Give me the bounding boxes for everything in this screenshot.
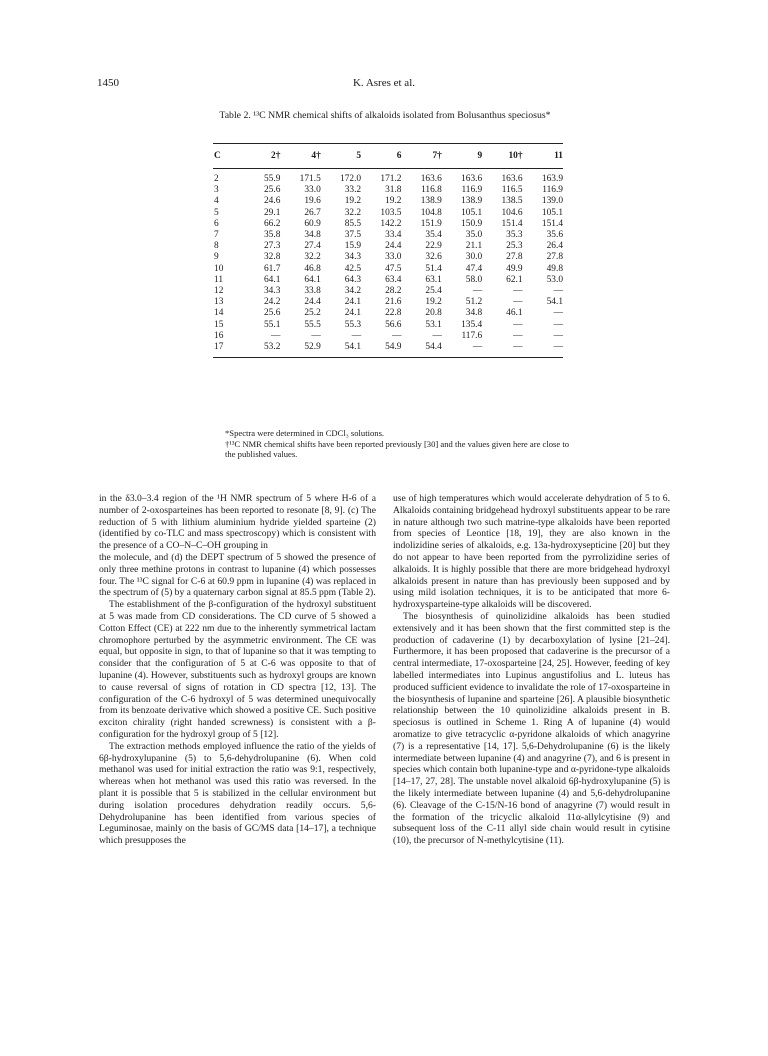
column-header: 5 bbox=[356, 151, 362, 161]
table-cell: 138.9 bbox=[461, 196, 483, 207]
table-cell: 117.6 bbox=[461, 330, 483, 341]
table-row bbox=[213, 208, 563, 219]
table-cell: 25.4 bbox=[425, 286, 442, 297]
table-cell: 35.0 bbox=[465, 230, 483, 241]
table-cell: 33.0 bbox=[304, 185, 321, 196]
table-cell: 55.5 bbox=[304, 319, 321, 330]
table-row bbox=[213, 196, 563, 207]
table-cell: 151.4 bbox=[541, 218, 563, 229]
table-row bbox=[213, 241, 563, 252]
table-cell: 35.8 bbox=[263, 230, 281, 241]
table-cell: 22.8 bbox=[385, 308, 402, 319]
table-cell: 64.3 bbox=[344, 274, 362, 285]
table-cell: 163.9 bbox=[541, 174, 563, 184]
table-cell: — bbox=[271, 330, 281, 341]
table-cell: 33.8 bbox=[304, 286, 321, 297]
paragraph: use of high temperatures which would accelerate dehydration of 5 to 6. Alkaloids containing bridgehead hydroxyl substituents appear to be rare in nature although two such matrine-type alkaloids have been reported from species of Leontice [18, 19], they are also known in the indolizidine series of alkaloids, e.g. 13a-hydroxysepticine [20] but they do not appear to have been reported from the pyrrolizidine series of alkaloids. It is highly possible that there are more bridgehead hydroxyl alkaloids present in nature than has previously been supposed and by using mild isolation techniques, it is to be anticipated that more 6-hydroxysparteine-type alkaloids will be discovered. bbox=[393, 493, 670, 611]
table-cell: 116.9 bbox=[542, 185, 563, 196]
right-column bbox=[393, 493, 670, 847]
table-cell: 47.4 bbox=[465, 263, 483, 274]
table-cell: 60.9 bbox=[304, 218, 321, 229]
table-cell: 171.5 bbox=[299, 174, 321, 184]
table-cell: 30.0 bbox=[465, 252, 483, 263]
table-cell: 61.7 bbox=[263, 263, 281, 274]
paragraph: in the δ3.0–3.4 region of the ¹H NMR spectrum of 5 where H-6 of a number of 2-oxosparteines has been reported to resonate [8, 9]. (c) The reduction of 5 with lithium aluminium hydride yielded sparteine (2) (identified by co-TLC and mass spectroscopy) which is consistent with the presence of a CO–N–C–OH grouping in bbox=[99, 493, 376, 552]
table-cell: 54.9 bbox=[385, 342, 402, 353]
table-row bbox=[213, 252, 563, 263]
column-header: C bbox=[214, 151, 221, 161]
table-cell: 171.2 bbox=[380, 174, 402, 184]
table-cell: 54.1 bbox=[344, 342, 362, 353]
table-row bbox=[213, 320, 563, 331]
table-cell: 25.3 bbox=[506, 241, 523, 252]
table-header-row bbox=[213, 144, 563, 169]
table-cell: — bbox=[392, 330, 402, 341]
table-cell: 27.4 bbox=[304, 241, 321, 252]
table-cell: — bbox=[311, 330, 321, 341]
table-cell: — bbox=[553, 308, 563, 319]
table-cell: 55.1 bbox=[263, 319, 281, 330]
table-cell: 21.1 bbox=[465, 241, 483, 252]
table-cell: — bbox=[553, 330, 563, 341]
table-cell: — bbox=[553, 342, 563, 353]
table-cell: 34.3 bbox=[263, 286, 281, 297]
table-row bbox=[213, 297, 563, 308]
column-header: 9 bbox=[477, 151, 483, 161]
table-cell: 32.2 bbox=[344, 207, 362, 218]
table-cell: 116.5 bbox=[501, 185, 523, 196]
table-cell: 34.8 bbox=[304, 230, 321, 241]
table-cell: 2 bbox=[214, 174, 219, 184]
table-cell: 163.6 bbox=[501, 174, 523, 184]
left-column bbox=[99, 493, 376, 847]
table-cell: 105.1 bbox=[461, 207, 483, 218]
table-cell: 7 bbox=[214, 230, 219, 241]
table-cell: 53.2 bbox=[263, 342, 281, 353]
table-cell: 55.9 bbox=[263, 174, 281, 184]
running-author: K. Asres et al. bbox=[352, 77, 415, 89]
table-row bbox=[213, 264, 563, 275]
table-cell: 16 bbox=[214, 330, 224, 341]
table-cell: 26.7 bbox=[304, 207, 321, 218]
table-cell: 163.6 bbox=[461, 174, 483, 184]
table-cell: 63.1 bbox=[425, 274, 442, 285]
table-cell: 28.2 bbox=[385, 286, 402, 297]
table-cell: 31.8 bbox=[385, 185, 402, 196]
paragraph: The establishment of the β-configuration of the hydroxyl substituent at 5 was made from CD considerations. The CD curve of 5 showed a Cotton Effect (CE) at 222 nm due to the inherently symmetrical lactam chromophore perturbed by the asymmetric environment. The CE was equal, but opposite in sign, to that of lupanine so that it was tempting to consider that the configuration of 5 at C-6 was opposite to that of lupanine (4). However, substituents such as hydroxyl groups are known to cause reversal of signs of rotation in CD spectra [12, 13]. The configuration of the C-6 hydroxyl of 5 was determined unequivocally from its benzoate derivative which showed a positive CE. Such positive exciton chirality (right handed screwness) is consistent with a β-configuration for the hydroxyl group of 5 [12]. bbox=[99, 599, 376, 740]
table-cell: — bbox=[513, 319, 523, 330]
table-cell: 139.0 bbox=[541, 196, 563, 207]
table-cell: 25.2 bbox=[304, 308, 321, 319]
column-header: 4† bbox=[311, 151, 321, 161]
table-cell: 46.1 bbox=[506, 308, 523, 319]
column-header: 7† bbox=[432, 151, 442, 161]
table-row bbox=[213, 331, 563, 342]
table-row bbox=[213, 275, 563, 286]
table-cell: 33.4 bbox=[385, 230, 402, 241]
table-cell: 151.4 bbox=[501, 218, 523, 229]
table-cell: 29.1 bbox=[263, 207, 281, 218]
paragraph: The biosynthesis of quinolizidine alkaloids has been studied extensively and it has been shown that the first committed step is the production of cadaverine (1) by decarboxylation of lysine [21–24]. Furthermore, it has been proposed that cadaverine is the precursor of a central intermediate, 17-oxosparteine [24, 25]. However, feeding of key labelled intermediates into Lupinus angustifolius and L. luteus has produced sufficient evidence to invalidate the role of 17-oxosparteine in the biosynthesis of lupanine and sparteine [26]. A plausible biosynthetic relationship between the 10 quinolizidine alkaloids present in B. speciosus is outlined in Scheme 1. Ring A of lupanine (4) would aromatize to give tetracyclic α-pyridone alkaloids of which anagyrine (7) is a representative [14, 17]. 5,6-Dehydrolupanine (6) is the likely intermediate between lupanine (4) and anagyrine (7), and 6 is present in species which contain both lupanine-type and α-pyridone-type alkaloids [14–17, 27, 28]. The unstable novel alkaloid 6β-hydroxylupanine (5) is the likely intermediate between lupanine (4) and 5,6-dehydrolupanine (6). Cleavage of the C-15/N-16 bond of anagyrine (7) would result in the formation of the tricyclic alkaloid 11α-allylcytisine (9) and subsequent loss of the C-11 allyl side chain would result in cytisine (10), the precursor of N-methylcytisine (11). bbox=[393, 610, 670, 847]
table-cell: 19.2 bbox=[344, 196, 362, 207]
table-cell: 105.1 bbox=[541, 207, 563, 218]
table-cell: 54.1 bbox=[546, 297, 563, 308]
table-cell: 15.9 bbox=[344, 241, 362, 252]
table-cell: 138.5 bbox=[501, 196, 523, 207]
table-cell: 19.2 bbox=[385, 196, 402, 207]
table-cell: — bbox=[513, 330, 523, 341]
table-cell: 9 bbox=[214, 252, 219, 263]
page-number: 1450 bbox=[97, 77, 119, 89]
table-row bbox=[213, 185, 563, 196]
table-cell: 58.0 bbox=[465, 274, 483, 285]
table-cell: 22.9 bbox=[425, 241, 442, 252]
table-cell: 27.3 bbox=[263, 241, 281, 252]
table-cell: 32.8 bbox=[263, 252, 281, 263]
table-cell: 42.5 bbox=[344, 263, 362, 274]
table-cell: 24.1 bbox=[344, 297, 362, 308]
table-cell: 19.6 bbox=[304, 196, 321, 207]
table-cell: 27.8 bbox=[506, 252, 523, 263]
table-cell: 53.1 bbox=[425, 319, 442, 330]
table-caption: Table 2. ¹³C NMR chemical shifts of alkaloids isolated from Bolusanthus speciosus* bbox=[219, 110, 551, 121]
table-cell: 66.2 bbox=[263, 218, 281, 229]
table-cell: — bbox=[553, 319, 563, 330]
table-cell: 35.4 bbox=[425, 230, 442, 241]
table-cell: 33.0 bbox=[385, 252, 402, 263]
table-cell: 116.9 bbox=[461, 185, 483, 196]
table-cell: 25.6 bbox=[263, 185, 281, 196]
table-cell: 64.1 bbox=[263, 274, 281, 285]
table-cell: 32.2 bbox=[304, 252, 321, 263]
table-cell: 62.1 bbox=[506, 274, 523, 285]
table-cell: 11 bbox=[214, 274, 224, 285]
table-cell: 172.0 bbox=[340, 174, 362, 184]
table-cell: 34.8 bbox=[465, 308, 483, 319]
table-row bbox=[213, 286, 563, 297]
table-row bbox=[213, 342, 563, 358]
table-cell: 27.8 bbox=[546, 252, 563, 263]
table-cell: — bbox=[513, 297, 523, 308]
table-cell: 32.6 bbox=[425, 252, 442, 263]
table-cell: 52.9 bbox=[304, 342, 321, 353]
table-cell: 46.8 bbox=[304, 263, 321, 274]
table-cell: 163.6 bbox=[420, 174, 442, 184]
table-cell: 21.6 bbox=[385, 297, 402, 308]
table-cell: 103.5 bbox=[380, 207, 402, 218]
table-cell: 104.8 bbox=[420, 207, 442, 218]
table-cell: 150.9 bbox=[461, 218, 483, 229]
table-cell: 51.2 bbox=[465, 297, 483, 308]
table-cell: 135.4 bbox=[461, 319, 483, 330]
table-cell: — bbox=[432, 330, 442, 341]
table-row bbox=[213, 219, 563, 230]
table-cell: 142.2 bbox=[380, 218, 402, 229]
table-cell: 24.6 bbox=[263, 196, 281, 207]
table-cell: — bbox=[513, 286, 523, 297]
table-cell: 138.9 bbox=[420, 196, 442, 207]
nmr-shift-table bbox=[213, 143, 563, 358]
table-cell: 17 bbox=[214, 342, 224, 353]
table-cell: 8 bbox=[214, 241, 219, 252]
table-cell: 63.4 bbox=[385, 274, 402, 285]
table-cell: — bbox=[553, 286, 563, 297]
table-cell: 35.6 bbox=[546, 230, 563, 241]
column-header: 2† bbox=[271, 151, 281, 161]
table-cell: 33.2 bbox=[344, 185, 362, 196]
table-cell: 151.9 bbox=[420, 218, 442, 229]
table-cell: — bbox=[472, 286, 483, 297]
footnote-solvent: *Spectra were determined in CDCl₃ solutions. bbox=[225, 428, 385, 438]
table-row bbox=[213, 230, 563, 241]
table-cell: 56.6 bbox=[385, 319, 402, 330]
table-cell: 35.3 bbox=[506, 230, 523, 241]
footnote-previous: †¹³C NMR chemical shifts have been reported previously [30] and the values given here are close to the published values. bbox=[225, 438, 570, 459]
table-cell: 12 bbox=[214, 286, 224, 297]
table-cell: 6 bbox=[214, 218, 219, 229]
running-header bbox=[0, 77, 768, 97]
table-cell: 104.6 bbox=[501, 207, 523, 218]
table-cell: 49.9 bbox=[506, 263, 523, 274]
table-row bbox=[213, 169, 563, 186]
table-cell: 85.5 bbox=[344, 218, 362, 229]
table-cell: 34.3 bbox=[344, 252, 362, 263]
table-cell: — bbox=[472, 342, 483, 353]
table-footnotes bbox=[217, 428, 577, 460]
column-header: 11 bbox=[554, 151, 563, 161]
table-cell: 3 bbox=[214, 185, 219, 196]
table-cell: — bbox=[513, 342, 523, 353]
table-cell: 49.8 bbox=[546, 263, 563, 274]
paragraph: the molecule, and (d) the DEPT spectrum of 5 showed the presence of only three methine protons in contrast to lupanine (4) which possesses four. The ¹³C signal for C-6 at 60.9 ppm in lupanine (4) was replaced in the spectrum of (5) by a quaternary carbon signal at 85.5 ppm (Table 2). bbox=[99, 551, 376, 599]
table-cell: 15 bbox=[214, 319, 224, 330]
table-cell: 4 bbox=[214, 196, 219, 207]
table-cell: 14 bbox=[214, 308, 224, 319]
paragraph: The extraction methods employed influence the ratio of the yields of 6β-hydroxylupanine (5) to 5,6-dehydrolupanine (6). When cold methanol was used for initial extraction the ratio was 9:1, respectively, whereas when hot methanol was used this ratio was reversed. In the plant it is possible that 5 is stabilized in the cellular environment but during isolation procedures dehydration readily occurs. 5,6-Dehydrolupanine has been identified from various species of Leguminosae, mainly on the basis of GC/MS data [14–17], a technique which presupposes the bbox=[99, 740, 376, 847]
table-cell: 47.5 bbox=[385, 263, 402, 274]
table-cell: 13 bbox=[214, 297, 224, 308]
table-row bbox=[213, 308, 563, 319]
table-cell: 19.2 bbox=[425, 297, 442, 308]
table-cell: 53.0 bbox=[546, 274, 563, 285]
table-cell: — bbox=[351, 330, 362, 341]
table-cell: 64.1 bbox=[304, 274, 321, 285]
table-cell: 51.4 bbox=[425, 263, 442, 274]
table-cell: 25.6 bbox=[263, 308, 281, 319]
table-cell: 34.2 bbox=[344, 286, 362, 297]
table-cell: 5 bbox=[214, 207, 219, 218]
table-cell: 20.8 bbox=[425, 308, 442, 319]
column-header: 6 bbox=[396, 151, 402, 161]
column-header: 10† bbox=[508, 151, 523, 161]
table-cell: 116.8 bbox=[421, 185, 442, 196]
table-cell: 54.4 bbox=[425, 342, 442, 353]
table-cell: 10 bbox=[214, 263, 224, 274]
table-cell: 24.1 bbox=[344, 308, 362, 319]
table-cell: 37.5 bbox=[344, 230, 362, 241]
table-cell: 55.3 bbox=[344, 319, 362, 330]
table-cell: 26.4 bbox=[546, 241, 563, 252]
table-cell: 24.4 bbox=[304, 297, 321, 308]
table-cell: 24.2 bbox=[263, 297, 281, 308]
table-cell: 24.4 bbox=[385, 241, 402, 252]
